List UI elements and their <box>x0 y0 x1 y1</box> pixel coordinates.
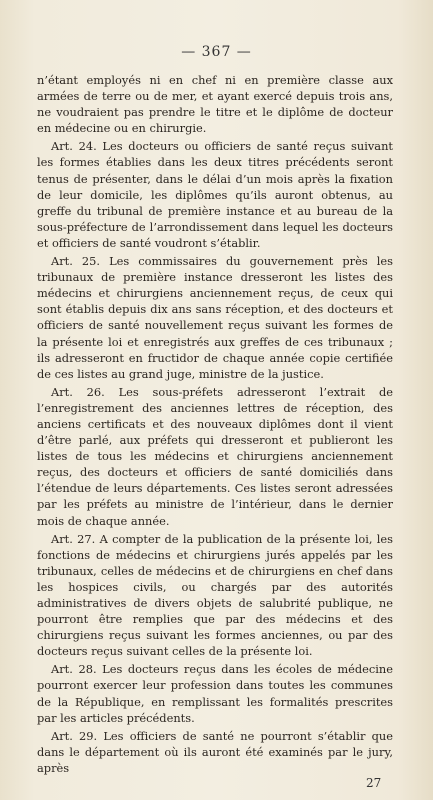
article-26: Art. 26. Les sous-préfets adresseront l’extrait de l’enregistrement des anciennes lettres de réception, des anciens certificats et des nouveaux diplômes dont il vient d’être parlé, aux préfets qui dresseront et publieront les listes de tous les médecins et chirurgiens anciennement reçus, des docteurs et officiers de santé domiciliés dans l’étendue de leurs départements. Ces listes seront adressées par les préfets au ministre de l’intérieur, dans le dernier mois de chaque année. <box>37 384 393 528</box>
page-number: — 367 — <box>181 44 252 60</box>
article-27: Art. 27. A compter de la publication de la présente loi, les fonctions de médecins et chirurgiens jurés appelés par les tribunaux, celles de médecins et de chirurgiens en chef dans les hospices civils, ou chargés par des autorités administratives de divers objets de salubrité publique, ne pourront être remplies que par des médecins et des chirurgiens reçus suivant les formes anciennes, ou par des docteurs reçus suivant celles de la présente loi. <box>37 531 393 659</box>
body-text <box>37 72 393 776</box>
article-24: Art. 24. Les docteurs ou officiers de santé reçus suivant les formes établies dans les deux titres précédents seront tenus de présenter, dans le délai d’un mois après la fixation de leur domicile, les diplômes qu’ils auront obtenus, au greffe du tribunal de première instance et au bureau de la sous-préfecture de l’arrondissement dans lequel les docteurs et officiers de santé voudront s’établir. <box>37 139 393 250</box>
paragraph-continuation: n’étant employés ni en chef ni en première classe aux armées de terre ou de mer, et ayant exercé depuis trois ans, ne voudraient pas prendre le titre et le diplôme de docteur en médecine ou en chirurgie. <box>37 73 393 136</box>
signature-mark: 27 <box>366 776 382 790</box>
article-28: Art. 28. Les docteurs reçus dans les écoles de médecine pourront exercer leur profession dans toutes les communes de la République, en remplissant les formalités prescrites par les articles précédents. <box>37 662 393 725</box>
article-25: Art. 25. Les commissaires du gouvernement près les tribunaux de première instance dresseront les listes des médecins et chirurgiens anciennement reçus, de ceux qui sont établis depuis dix ans sans réception, et des docteurs et officiers de santé nouvellement reçus suivant les formes de la présente loi et enregistrés aux greffes de ces tribunaux ; ils adresseront en fructidor de chaque année copie certifiée de ces listes au grand juge, ministre de la justice. <box>37 254 393 381</box>
article-29: Art. 29. Les officiers de santé ne pourront s’établir que dans le département où ils auront été examinés par le jury, après <box>37 728 393 775</box>
